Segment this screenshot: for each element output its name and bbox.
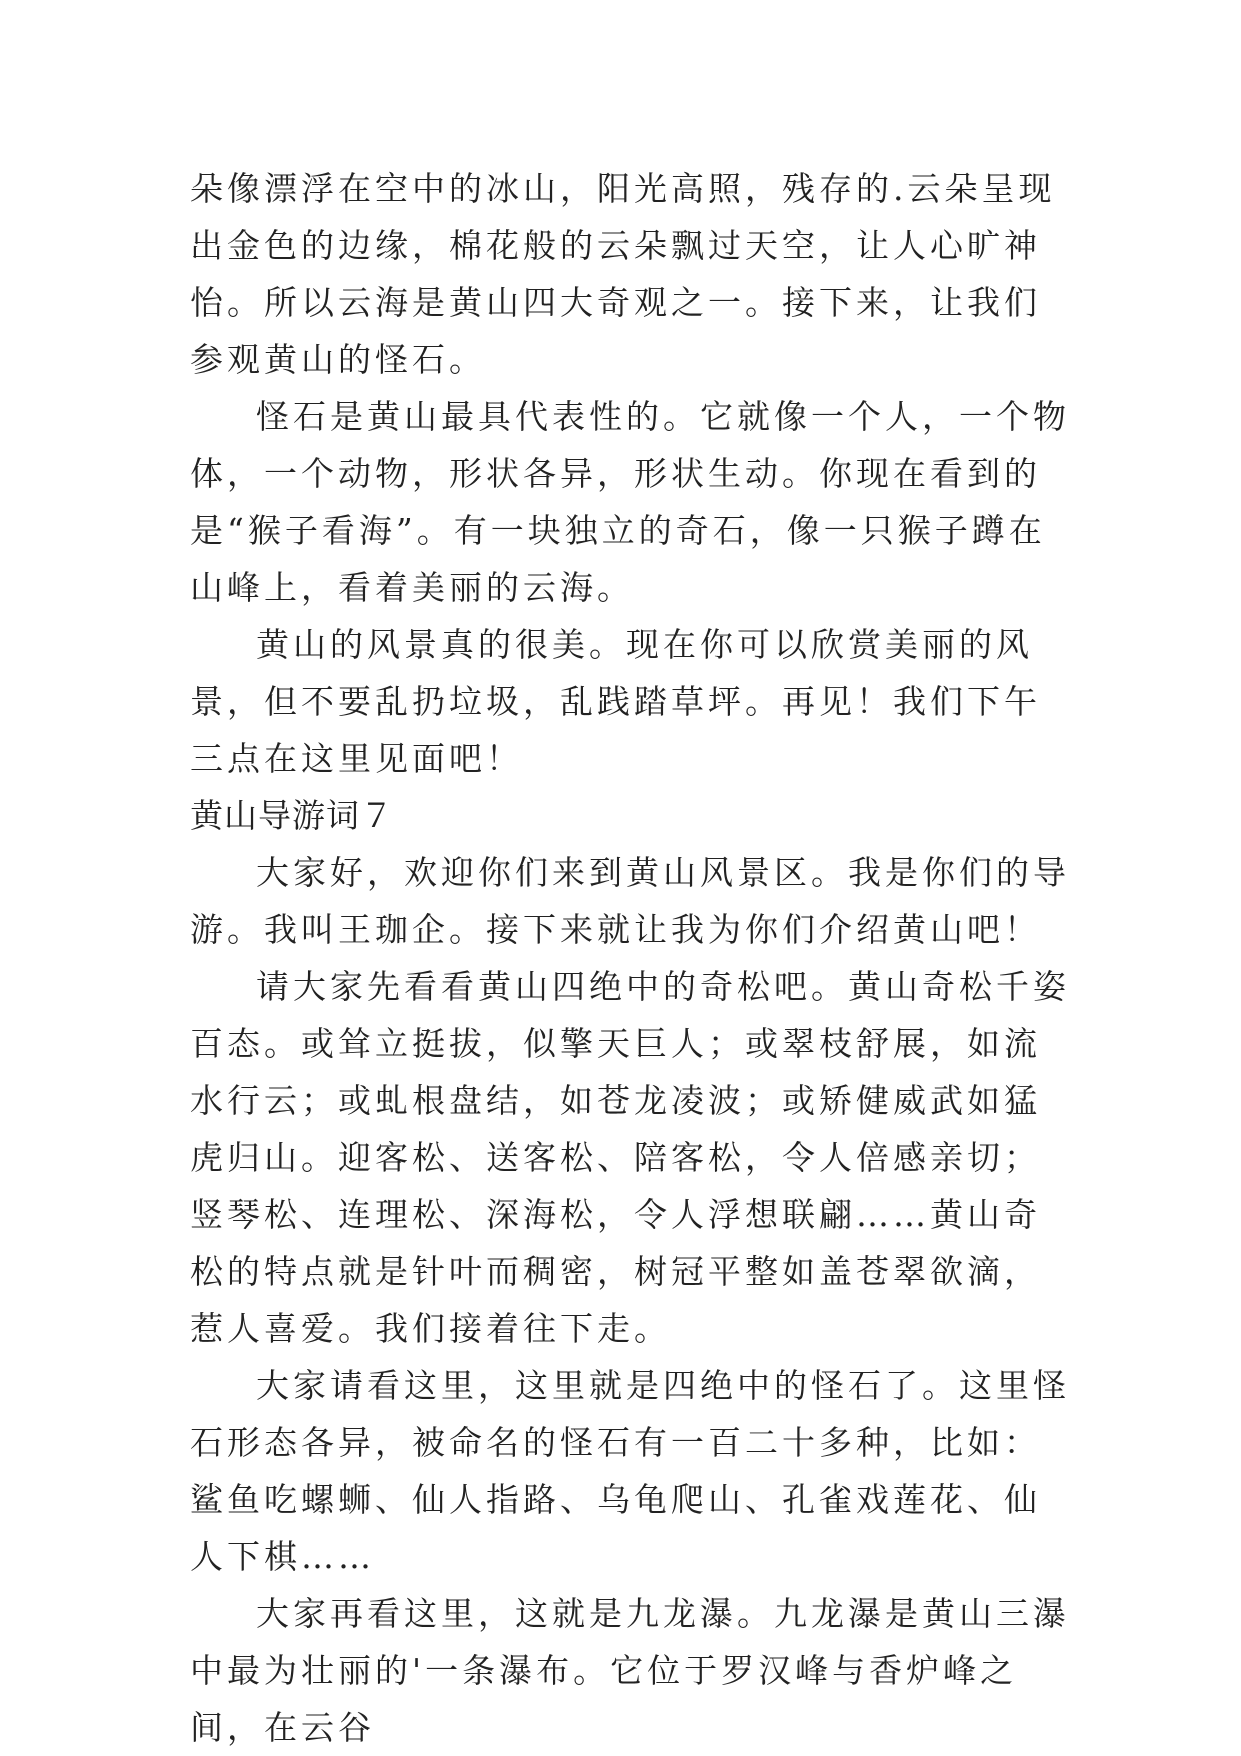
paragraph-pines: 请大家先看看黄山四绝中的奇松吧。黄山奇松千姿百态。或耸立挺拔，似擎天巨人；或翠枝舒展，如流水行云；或虬根盘结，如苍龙凌波；或矫健威武如猛虎归山。迎客松、送客松、陪客松，令人倍感亲切；竖琴松、连理松、深海松，令人浮想联翩……黄山奇松的特点就是针叶而稠密，树冠平整如盖苍翠欲滴，惹人喜爱。我们接着往下走。 <box>190 967 1070 1348</box>
paragraph-waterfall: 大家再看这里，这就是九龙瀑。九龙瀑是黄山三瀑中最为壮丽的'一条瀑布。它位于罗汉峰与香炉峰之间，在云谷 <box>190 1594 1070 1747</box>
paragraph-rocks: 大家请看这里，这里就是四绝中的怪石了。这里怪石形态各异，被命名的怪石有一百二十多种，比如：鲨鱼吃螺蛳、仙人指路、乌龟爬山、孔雀戏莲花、仙人下棋…… <box>190 1366 1070 1576</box>
paragraph-welcome: 大家好，欢迎你们来到黄山风景区。我是你们的导游。我叫王珈企。接下来就让我为你们介绍黄山吧！ <box>190 853 1070 949</box>
document-body <box>190 160 1070 1756</box>
paragraph-farewell: 黄山的风景真的很美。现在你可以欣赏美丽的风景，但不要乱扔垃圾，乱践踏草坪。再见！我们下午三点在这里见面吧！ <box>190 625 1041 778</box>
section-heading: 黄山导游词７ <box>190 796 394 835</box>
paragraph-clouds: 朵像漂浮在空中的冰山，阳光高照，残存的.云朵呈现出金色的边缘，棉花般的云朵飘过天空，让人心旷神怡。所以云海是黄山四大奇观之一。接下来，让我们参观黄山的怪石。 <box>190 169 1056 379</box>
paragraph-strange-rocks: 怪石是黄山最具代表性的。它就像一个人，一个物体，一个动物，形状各异，形状生动。你现在看到的是“猴子看海”。有一块独立的奇石，像一只猴子蹲在山峰上，看着美丽的云海。 <box>190 397 1070 607</box>
